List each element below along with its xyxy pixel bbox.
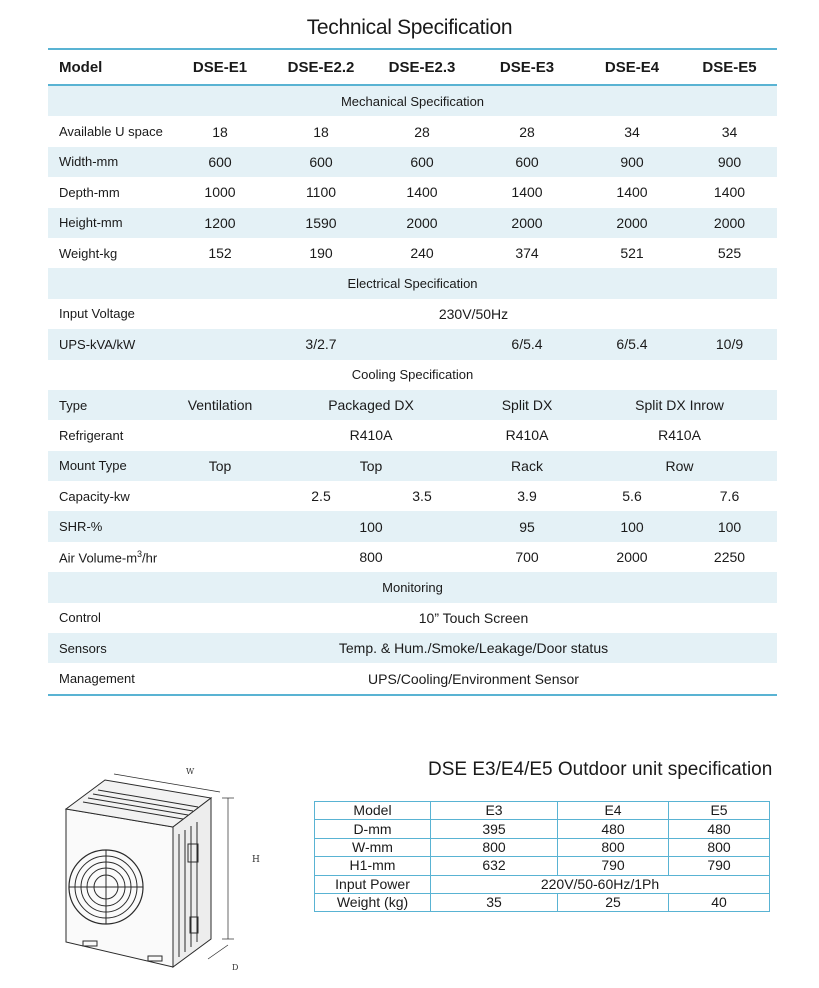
cell: Top [270, 451, 472, 481]
outdoor-header-e4: E4 [558, 802, 669, 820]
cell: 1000 [204, 184, 236, 201]
row-label: Control [59, 610, 101, 626]
cell: 1400 [511, 184, 543, 201]
row-label: Weight (kg) [315, 893, 431, 911]
model-dse-e1: DSE-E1 [170, 49, 270, 85]
section-row [48, 360, 777, 390]
cell: 28 [414, 123, 430, 140]
table-row [48, 299, 777, 329]
row-label: UPS-kVA/kW [48, 329, 170, 359]
table-row [48, 481, 777, 511]
row-label: Input Voltage [59, 306, 135, 322]
cell: 2250 [713, 549, 746, 566]
cell: 1400 [713, 184, 746, 201]
row-label: Input Power [315, 875, 431, 893]
outdoor-unit-diagram [48, 752, 298, 977]
table-row [48, 329, 777, 359]
row-label: Refrigerant [59, 427, 124, 443]
row-label: Sensors [48, 633, 170, 663]
cell [372, 329, 472, 359]
cell: 100 [582, 511, 682, 541]
model-dse-e2-3: DSE-E2.3 [372, 49, 472, 85]
cell: 374 [515, 245, 539, 262]
outdoor-header-e5: E5 [669, 802, 770, 820]
cell: 3/2.7 [270, 329, 372, 359]
cell: 790 [558, 857, 669, 875]
cell: 28 [519, 123, 535, 140]
cell: 1400 [406, 184, 438, 201]
cell: 6/5.4 [472, 329, 582, 359]
cell: 100 [270, 511, 472, 541]
cell [170, 420, 270, 450]
row-label: Width-mm [48, 147, 170, 177]
table-row [48, 451, 777, 481]
table-row [48, 633, 777, 663]
technical-spec-table [48, 48, 777, 696]
table-row [48, 603, 777, 633]
table-row [48, 177, 777, 207]
cell: 25 [558, 893, 669, 911]
cell: 1590 [270, 208, 372, 238]
cell: 230V/50Hz [438, 305, 509, 322]
outdoor-spec-table [314, 801, 770, 912]
row-label: H1-mm [315, 857, 431, 875]
cell: 600 [170, 147, 270, 177]
cell: 790 [669, 857, 770, 875]
cell: 100 [682, 511, 777, 541]
cell: 2000 [372, 208, 472, 238]
cell: 18 [313, 123, 329, 140]
table-row [48, 208, 777, 238]
dim-h-label: H [252, 855, 260, 865]
row-label: Type [48, 390, 170, 420]
cell: R410A [658, 427, 701, 444]
section-electrical: Electrical Specification [48, 268, 777, 298]
cell: 3.9 [517, 488, 537, 505]
section-cooling: Cooling Specification [351, 367, 474, 383]
cell: Ventilation [170, 390, 270, 420]
cell: 521 [620, 245, 644, 262]
table-row [315, 838, 770, 856]
cell: 480 [558, 820, 669, 838]
cell: 240 [410, 245, 434, 262]
cell: 525 [717, 245, 742, 262]
cell: 10/9 [682, 329, 777, 359]
cell: 600 [270, 147, 372, 177]
cell: 800 [431, 838, 558, 856]
cell: Top [170, 451, 270, 481]
cell: 2000 [616, 549, 648, 566]
row-label: Management [48, 663, 170, 694]
table-row [48, 420, 777, 450]
dim-w-label: W [186, 767, 195, 776]
section-row [48, 572, 777, 602]
cell: Split DX [472, 390, 582, 420]
cell: 152 [208, 245, 232, 262]
page-title: Technical Specification [306, 16, 513, 39]
table-row [48, 511, 777, 541]
table-row [48, 238, 777, 268]
cell: UPS/Cooling/Environment Sensor [170, 663, 777, 694]
cell: 2000 [582, 208, 682, 238]
cell: 800 [669, 838, 770, 856]
cell: Split DX Inrow [582, 390, 777, 420]
cell: 7.6 [719, 488, 740, 505]
cell: 600 [372, 147, 472, 177]
air-volume-unit: /hr [142, 550, 158, 566]
cell: 900 [682, 147, 777, 177]
cell: 1100 [305, 184, 337, 201]
cell: 10” Touch Screen [418, 609, 529, 626]
section-row [48, 85, 777, 116]
row-label: Height-mm [48, 208, 170, 238]
cell: R410A [505, 427, 549, 444]
cell [170, 511, 270, 541]
table-row [48, 147, 777, 177]
outdoor-header-model: Model [315, 802, 431, 820]
section-row [48, 268, 777, 298]
cell: 6/5.4 [582, 329, 682, 359]
cell [170, 329, 270, 359]
cell: Row [582, 451, 777, 481]
cell: 35 [431, 893, 558, 911]
cell [170, 481, 270, 511]
cell: 2000 [682, 208, 777, 238]
cell: 700 [515, 549, 539, 566]
cell: 1200 [170, 208, 270, 238]
cell: 34 [624, 123, 640, 140]
cell: 18 [212, 123, 228, 140]
table-row [48, 663, 777, 694]
cell: Packaged DX [270, 390, 472, 420]
model-dse-e2-2: DSE-E2.2 [270, 49, 372, 85]
row-label: W-mm [315, 838, 431, 856]
cell: 5.6 [622, 488, 642, 505]
model-dse-e4: DSE-E4 [582, 49, 682, 85]
table-row [315, 802, 770, 820]
cell: 900 [582, 147, 682, 177]
dim-d-label: D [232, 963, 239, 972]
model-dse-e5: DSE-E5 [682, 49, 777, 85]
cell: 800 [558, 838, 669, 856]
cell: R410A [349, 427, 393, 444]
model-header-row [48, 49, 777, 85]
cell: 220V/50-60Hz/1Ph [431, 875, 770, 893]
cell: 480 [669, 820, 770, 838]
cell: 395 [431, 820, 558, 838]
cell: 190 [309, 245, 333, 262]
table-row [315, 893, 770, 911]
table-row [48, 390, 777, 420]
outdoor-header-e3: E3 [431, 802, 558, 820]
cell: 95 [472, 511, 582, 541]
row-label: Mount Type [48, 451, 170, 481]
cell: Temp. & Hum./Smoke/Leakage/Door status [170, 633, 777, 663]
model-dse-e3: DSE-E3 [472, 49, 582, 85]
row-label: Depth-mm [59, 184, 120, 200]
table-row [48, 542, 777, 572]
row-label: SHR-% [48, 511, 170, 541]
row-label: Weight-kg [59, 245, 118, 261]
cell: Rack [472, 451, 582, 481]
cell: 632 [431, 857, 558, 875]
row-label: D-mm [315, 820, 431, 838]
air-volume-sup: 3 [137, 548, 143, 559]
cell: 1400 [616, 184, 648, 201]
table-row [315, 875, 770, 893]
section-monitoring: Monitoring [48, 572, 777, 602]
air-volume-label: Air Volume-m [59, 550, 138, 566]
cell [170, 542, 270, 572]
cell: 34 [721, 123, 738, 140]
cell: 2000 [472, 208, 582, 238]
table-row [315, 857, 770, 875]
table-row [315, 820, 770, 838]
row-label: Capacity-kw [59, 488, 130, 504]
model-header-label: Model [48, 49, 170, 85]
section-mechanical: Mechanical Specification [48, 85, 777, 116]
cell: 2.5 [311, 488, 331, 505]
cell: 40 [669, 893, 770, 911]
cell: 600 [472, 147, 582, 177]
cell: 800 [359, 549, 383, 566]
cell: 3.5 [412, 488, 432, 505]
table-row [48, 116, 777, 146]
row-label [48, 542, 170, 572]
row-label: Available U space [59, 124, 163, 140]
outdoor-unit-title: DSE E3/E4/E5 Outdoor unit specification [428, 759, 773, 780]
